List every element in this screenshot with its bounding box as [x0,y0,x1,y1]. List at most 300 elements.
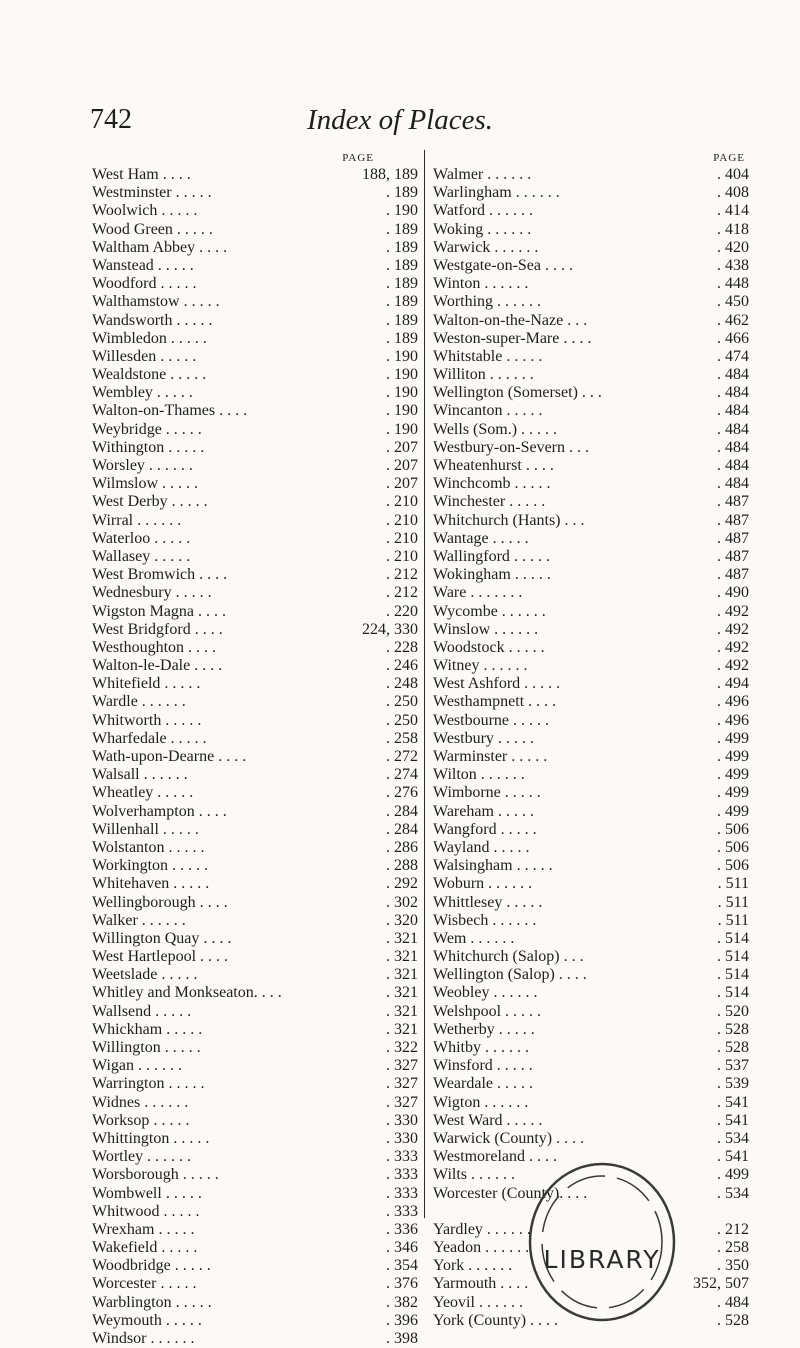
page-reference: . 190 [386,402,418,420]
page-reference: . 210 [386,493,418,511]
page-reference: . 514 [717,984,749,1002]
place-name: Wells (Som.) . . . . . [433,420,558,438]
index-entry [92,275,418,293]
place-name: Walsingham . . . . . [433,857,553,875]
page-reference: . 492 [717,657,749,675]
page-reference: . 404 [717,166,749,183]
page-reference: . 414 [717,202,749,220]
page-reference: . 541 [717,1093,749,1111]
place-name: West Ham . . . . [92,166,191,183]
index-entry [433,221,749,239]
index-entry [92,402,418,420]
place-name: West Ward . . . . . [433,1111,543,1129]
index-entry [433,784,749,802]
page-reference: . 189 [386,311,418,329]
index-entry [433,184,749,202]
page-reference: . 321 [386,1002,418,1020]
place-name: Willington Quay . . . . [92,929,232,947]
place-name: Warblington . . . . . [92,1293,212,1311]
index-entry [92,984,418,1002]
page-reference: . 189 [386,220,418,238]
index-entry [433,1039,749,1057]
page-reference: . 190 [386,420,418,438]
page-reference: . 346 [386,1239,418,1257]
page-reference: . 250 [386,693,418,711]
page-reference: . 190 [386,366,418,384]
index-entry [92,821,418,839]
place-name: Walton-le-Dale . . . . [92,657,223,675]
place-name: Wellington (Somerset) . . . [433,384,602,402]
place-name: Yeadon . . . . . . [433,1239,530,1257]
index-entry [433,603,749,621]
page-reference: . 484 [717,402,749,420]
page-reference: . 189 [386,256,418,274]
place-name: Welshpool . . . . . [433,1002,542,1020]
place-name: Walker . . . . . . [92,911,186,929]
page-reference: . 487 [717,566,749,584]
page-reference: . 484 [717,1293,749,1311]
place-name: Walthamstow . . . . . [92,293,220,311]
page-reference: . 539 [717,1075,749,1093]
place-name: Wheatenhurst . . . . [433,457,554,474]
place-name: Wolstanton . . . . . [92,838,205,856]
page-reference: . 496 [717,693,749,711]
place-name: Woburn . . . . . . [433,875,533,893]
page-reference: . 322 [386,1039,418,1056]
index-entry [92,293,418,311]
index-entry [433,548,749,566]
index-entry [92,548,418,566]
page-label: PAGE [342,152,374,164]
place-name: Willenhall . . . . . [92,820,199,838]
index-entry [433,675,749,693]
index-entry [92,1094,418,1112]
place-name: Wellingborough . . . . [92,893,228,911]
page-reference: . 302 [386,893,418,911]
left-entry-list [92,166,418,1348]
index-entry [433,803,749,821]
place-name: Wrexham . . . . . [92,1220,195,1238]
index-entry [92,257,418,275]
page-reference: . 484 [717,457,749,474]
place-name: Walmer . . . . . . [433,166,532,183]
place-name: Walton-on-Thames . . . . [92,402,248,420]
index-entry [433,384,749,402]
place-name: Worksop . . . . . [92,1111,190,1129]
page-reference: . 250 [386,711,418,729]
page-reference: . 327 [386,1093,418,1111]
page-reference: . 258 [386,729,418,747]
page-reference: . 528 [717,1311,749,1329]
page-reference: . 286 [386,838,418,856]
place-name: Whitby . . . . . . [433,1039,529,1056]
index-entry [92,512,418,530]
index-entry [433,166,749,184]
place-name: Wilmslow . . . . . [92,475,199,493]
place-name: Whitchurch (Hants) . . . [433,511,585,529]
page-reference: . 484 [717,475,749,493]
place-name: Wath-upon-Dearne . . . . [92,748,247,765]
place-name: Walsall . . . . . . [92,766,188,784]
page-reference: . 272 [386,748,418,765]
page-reference: . 207 [386,457,418,474]
index-entry [92,584,418,602]
page-reference: . 333 [386,1148,418,1166]
place-name: Weobley . . . . . . [433,984,538,1002]
index-entry [433,1094,749,1112]
page-reference: . 212 [717,1220,749,1238]
index-entry [433,457,749,475]
index-entry [433,402,749,420]
index-entry [92,621,418,639]
page-reference: . 190 [386,202,418,220]
index-entry [433,839,749,857]
page-reference: . 528 [717,1020,749,1038]
index-entry [92,766,418,784]
place-name: Yarmouth . . . . [433,1275,529,1293]
index-entry [433,312,749,330]
page-reference: . 320 [386,911,418,929]
index-entry [92,912,418,930]
place-name: Worsley . . . . . . [92,457,193,474]
place-name: Weston-super-Mare . . . . [433,329,592,347]
index-entry [92,803,418,821]
index-entry [92,475,418,493]
place-name: Whitwood . . . . . [92,1202,200,1220]
index-entry [92,330,418,348]
place-name: Whittington . . . . . [92,1129,210,1147]
page-reference: . 333 [386,1202,418,1220]
index-entry [92,1112,418,1130]
place-name: Willesden . . . . . [92,347,197,365]
page-reference: . 496 [717,711,749,729]
place-name: Wimborne . . . . . [433,784,541,802]
page-reference: . 420 [717,238,749,256]
page-reference: . 450 [717,293,749,311]
index-entry [92,1148,418,1166]
index-entry [433,1130,749,1148]
right-entry-list [433,166,749,1203]
place-name: Wakefield . . . . . [92,1239,198,1257]
page-reference: . 499 [717,784,749,802]
place-name: Woodbridge . . . . . [92,1257,211,1275]
place-name: Winchester . . . . . [433,493,546,511]
place-name: West Bromwich . . . . [92,566,228,584]
place-name: Westhampnett . . . . [433,693,557,711]
place-name: Worthing . . . . . . [433,293,542,311]
place-name: Widnes . . . . . . [92,1093,189,1111]
index-entry [92,348,418,366]
index-entry [92,784,418,802]
index-entry [92,948,418,966]
index-entry [92,566,418,584]
stamp-inner-ring [542,1176,662,1308]
place-name: Weardale . . . . . [433,1075,533,1093]
left-column-header [92,152,418,166]
page-reference: . 474 [717,347,749,365]
page-reference: . 448 [717,275,749,293]
index-entry [92,639,418,657]
index-entry [92,1257,418,1275]
index-entry [92,166,418,184]
place-name: Wycombe . . . . . . [433,602,546,620]
index-entry [433,421,749,439]
page-reference: . 506 [717,838,749,856]
page-reference: . 330 [386,1111,418,1129]
page-reference: . 499 [717,729,749,747]
page-reference: . 541 [717,1148,749,1166]
index-entry [433,875,749,893]
place-name: Wednesbury . . . . . [92,584,212,602]
page-reference: . 541 [717,1111,749,1129]
index-entry [92,1021,418,1039]
page-reference: . 376 [386,1275,418,1293]
index-entry [433,857,749,875]
page-reference: . 189 [386,184,418,202]
index-entry [433,275,749,293]
page-reference: . 246 [386,657,418,675]
index-entry [92,748,418,766]
index-entry [92,930,418,948]
page-reference: . 189 [386,275,418,293]
index-entry [92,1039,418,1057]
page-reference: . 284 [386,802,418,820]
place-name: Wharfedale . . . . . [92,729,207,747]
page-reference: . 499 [717,802,749,820]
place-name: Workington . . . . . [92,857,209,875]
place-name: Wilton . . . . . . [433,766,525,784]
index-entry [433,984,749,1002]
page-reference: . 534 [717,1129,749,1147]
page-reference: . 212 [386,566,418,584]
index-entry [92,1221,418,1239]
page-reference: . 292 [386,875,418,893]
place-name: Winslow . . . . . . [433,620,539,638]
page-header [0,104,800,144]
index-entry [433,621,749,639]
page-reference: . 487 [717,547,749,565]
index-entry [433,257,749,275]
index-entry [92,312,418,330]
place-name: Woodford . . . . . [92,275,197,293]
column-divider [424,150,425,1218]
index-entry [433,730,749,748]
index-entry [92,1294,418,1312]
page-reference: . 408 [717,184,749,202]
index-entry [433,1075,749,1093]
page-reference: . 492 [717,602,749,620]
index-entry [92,603,418,621]
place-name: Westbury-on-Severn . . . [433,438,590,456]
index-entry [92,1075,418,1093]
index-entry [433,912,749,930]
index-entry [433,966,749,984]
place-name: Wantage . . . . . [433,529,529,547]
page-reference: . 350 [717,1257,749,1275]
page-reference: . 284 [386,820,418,838]
page-reference: . 382 [386,1293,418,1311]
page-reference: . 274 [386,766,418,784]
index-entry [92,457,418,475]
place-name: Whitworth . . . . . [92,711,202,729]
page-reference: . 534 [717,1184,749,1202]
place-name: Williton . . . . . . [433,366,534,384]
place-name: Weetslade . . . . . [92,966,198,984]
place-name: Wellington (Salop) . . . . [433,966,587,984]
page-reference: . 499 [717,1166,749,1184]
page-reference: 224, 330 [362,620,418,638]
place-name: Withington . . . . . [92,438,205,456]
page-reference: 352, 507 [693,1275,749,1293]
page-reference: . 537 [717,1057,749,1075]
index-entry [92,693,418,711]
place-name: Wheatley . . . . . [92,784,194,802]
index-entry [433,639,749,657]
index-entry [433,948,749,966]
place-name: Wigan . . . . . . [92,1057,183,1075]
place-name: Westgate-on-Sea . . . . [433,256,573,274]
page-reference: . 511 [717,911,749,929]
index-entry [92,1130,418,1148]
page-reference: . 330 [386,1129,418,1147]
place-name: Whitley and Monkseaton. . . . [92,984,282,1002]
place-name: Willington . . . . . [92,1039,201,1056]
index-entry [92,202,418,220]
place-name: West Ashford . . . . . [433,675,561,693]
page-reference: . 487 [717,511,749,529]
index-entry [433,512,749,530]
place-name: Weybridge . . . . . [92,420,202,438]
index-entry [92,712,418,730]
place-name: Warminster . . . . . [433,748,548,765]
page-reference: . 438 [717,256,749,274]
page-reference: . 484 [717,420,749,438]
index-entry [433,1057,749,1075]
page-reference: . 288 [386,857,418,875]
index-entry [92,1057,418,1075]
page-reference: . 321 [386,929,418,947]
index-entry [433,748,749,766]
place-name: Woodstock . . . . . [433,638,545,656]
page-reference: . 490 [717,584,749,602]
place-name: Watford . . . . . . [433,202,534,220]
place-name: Westhoughton . . . . [92,638,217,656]
index-entry [92,1003,418,1021]
place-name: Worcester . . . . . [92,1275,197,1293]
page-reference: . 321 [386,1020,418,1038]
place-name: Wincanton . . . . . [433,402,543,420]
page-reference: . 321 [386,984,418,1002]
place-name: Wirral . . . . . . [92,511,182,529]
place-name: Wilts . . . . . . [433,1166,516,1184]
place-name: Yeovil . . . . . . [433,1293,523,1311]
place-name: Wealdstone . . . . . [92,366,207,384]
library-stamp [522,1160,682,1325]
page-reference: . 398 [386,1330,418,1347]
index-entry [433,584,749,602]
page-reference: . 396 [386,1311,418,1329]
page-reference: . 487 [717,529,749,547]
page-reference: . 248 [386,675,418,693]
place-name: Whitchurch (Salop) . . . [433,948,584,966]
index-entry [92,421,418,439]
index-entry [433,439,749,457]
place-name: West Hartlepool . . . . [92,948,229,966]
place-name: Whitstable . . . . . [433,347,543,365]
place-name: York . . . . . . [433,1257,513,1275]
index-entry [92,894,418,912]
page-reference: . 321 [386,966,418,984]
index-entry [92,1239,418,1257]
place-name: Westminster . . . . . [92,184,212,202]
place-name: Westbury . . . . . [433,729,534,747]
page-reference: . 462 [717,311,749,329]
index-entry [433,766,749,784]
place-name: Weymouth . . . . . [92,1311,202,1329]
page-reference: . 321 [386,948,418,966]
place-name: Whitehaven . . . . . [92,875,210,893]
place-name: Warwick (County) . . . . [433,1129,585,1147]
place-name: Wood Green . . . . . [92,220,213,238]
place-name: Westbourne . . . . . [433,711,550,729]
index-entry [92,1312,418,1330]
page-reference: . 418 [717,220,749,238]
place-name: Wetherby . . . . . [433,1020,535,1038]
index-entry [433,1003,749,1021]
index-entry [433,930,749,948]
page-reference: . 494 [717,675,749,693]
place-name: York (County) . . . . [433,1311,559,1329]
index-entry [92,493,418,511]
page-reference: . 210 [386,529,418,547]
place-name: West Bridgford . . . . [92,620,223,638]
page-reference: . 207 [386,475,418,493]
place-name: Wolverhampton . . . . [92,802,227,820]
index-entry [433,239,749,257]
place-name: Wanstead . . . . . [92,256,194,274]
place-name: Warwick . . . . . . [433,238,539,256]
index-entry [92,1185,418,1203]
index-entry [92,730,418,748]
page-reference: . 511 [717,893,749,911]
index-entry [92,239,418,257]
page-reference: . 189 [386,329,418,347]
page-reference: . 514 [717,929,749,947]
place-name: Whittlesey . . . . . [433,893,543,911]
index-entry [92,857,418,875]
place-name: Wisbech . . . . . . [433,911,537,929]
stamp-ring [530,1164,674,1320]
page-reference: . 499 [717,766,749,784]
place-name: Waterloo . . . . . [92,529,191,547]
index-entry [92,1330,418,1348]
index-entry [433,330,749,348]
page-reference: . 207 [386,438,418,456]
place-name: Yardley . . . . . . [433,1220,531,1238]
index-entry [433,712,749,730]
page-reference: . 528 [717,1039,749,1056]
place-name: Wallasey . . . . . [92,547,191,565]
index-entry [433,366,749,384]
index-entry [92,221,418,239]
place-name: Wembley . . . . . [92,384,193,402]
right-column-header [433,152,749,166]
place-name: Woolwich . . . . . [92,202,198,220]
page-reference: 188, 189 [362,166,418,183]
index-entry [433,202,749,220]
index-entry [433,894,749,912]
place-name: Wortley . . . . . . [92,1148,192,1166]
